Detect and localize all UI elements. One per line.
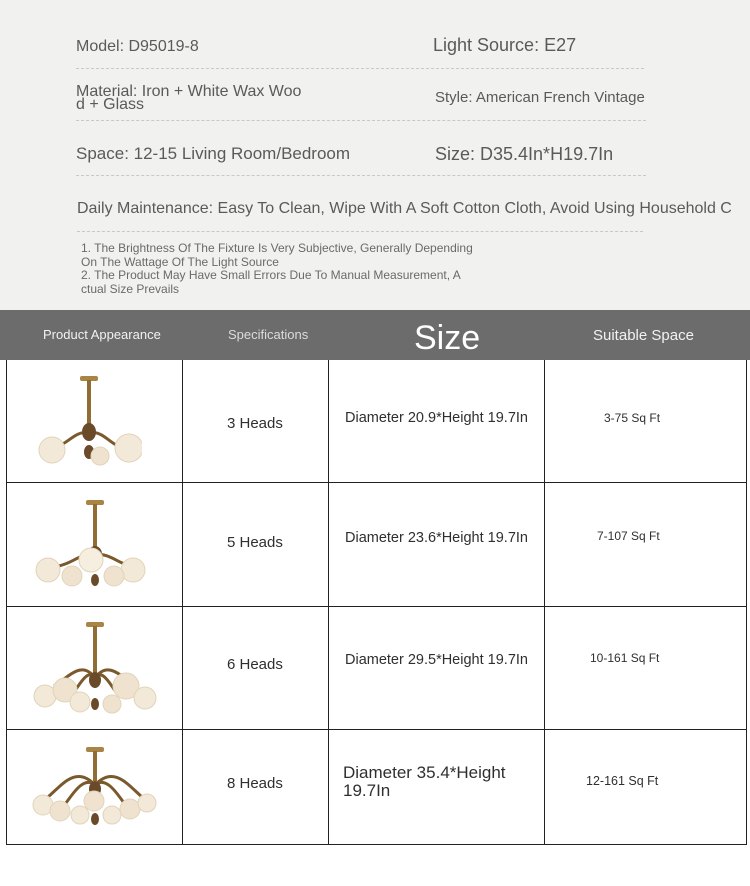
divider [76,68,644,69]
spec-heads: 3 Heads [227,415,283,432]
header-product-appearance: Product Appearance [43,327,161,342]
spec-maintenance: Daily Maintenance: Easy To Clean, Wipe With A Soft Cotton Cloth, Avoid Using Household C [77,200,732,217]
row-divider [7,729,746,730]
spec-model: Model: D95019-8 [76,38,199,55]
header-suitable-space: Suitable Space [593,327,694,344]
chandelier-6-heads-icon [32,620,157,715]
space-value: 10-161 Sq Ft [590,651,660,665]
size-value: Diameter 20.9*Height 19.7In [345,410,528,426]
spec-light-source: Light Source: E27 [433,35,577,55]
space-value: 3-75 Sq Ft [604,411,661,425]
divider [76,175,646,176]
note-line: 2. The Product May Have Small Errors Due To Manual Measurement, A [81,268,461,282]
table-header [0,310,750,360]
size-value: Diameter 29.5*Height 19.7In [345,652,528,668]
header-specifications: Specifications [228,327,309,342]
space-value: 12-161 Sq Ft [586,774,659,788]
notes [81,242,511,296]
column-divider [544,360,545,845]
chandelier-5-heads-icon [32,498,147,590]
size-value-line1: Diameter 35.4*Height [343,763,506,782]
note-line: ctual Size Prevails [81,281,180,296]
divider [77,231,643,232]
spec-space: Space: 12-15 Living Room/Bedroom [76,144,351,163]
header-size: Size [414,319,481,357]
spec-style: Style: American French Vintage [435,89,645,106]
chandelier-3-heads-icon [32,374,142,466]
spec-heads: 6 Heads [227,656,283,673]
row-divider [7,844,746,845]
note-line: 1. The Brightness Of The Fixture Is Very Subjective, Generally Depending [81,241,473,255]
size-value: Diameter 23.6*Height 19.7In [345,530,528,546]
row-divider [7,606,746,607]
spec-heads: 5 Heads [227,534,283,551]
column-divider [328,360,329,845]
size-table [6,360,747,845]
chandelier-8-heads-icon [32,745,157,833]
divider [76,120,646,121]
column-divider [182,360,183,845]
spec-size: Size: D35.4In*H19.7In [435,144,614,164]
spec-material-line1: Material: Iron + White Wax Woo [76,83,302,100]
spec-heads: 8 Heads [227,775,283,792]
row-divider [7,482,746,483]
spec-material-line2: d + Glass [76,96,145,113]
size-value-line2: 19.7In [343,781,391,800]
spec-panel [0,0,750,310]
note-line: On The Wattage Of The Light Source [81,254,279,269]
space-value: 7-107 Sq Ft [597,529,660,543]
